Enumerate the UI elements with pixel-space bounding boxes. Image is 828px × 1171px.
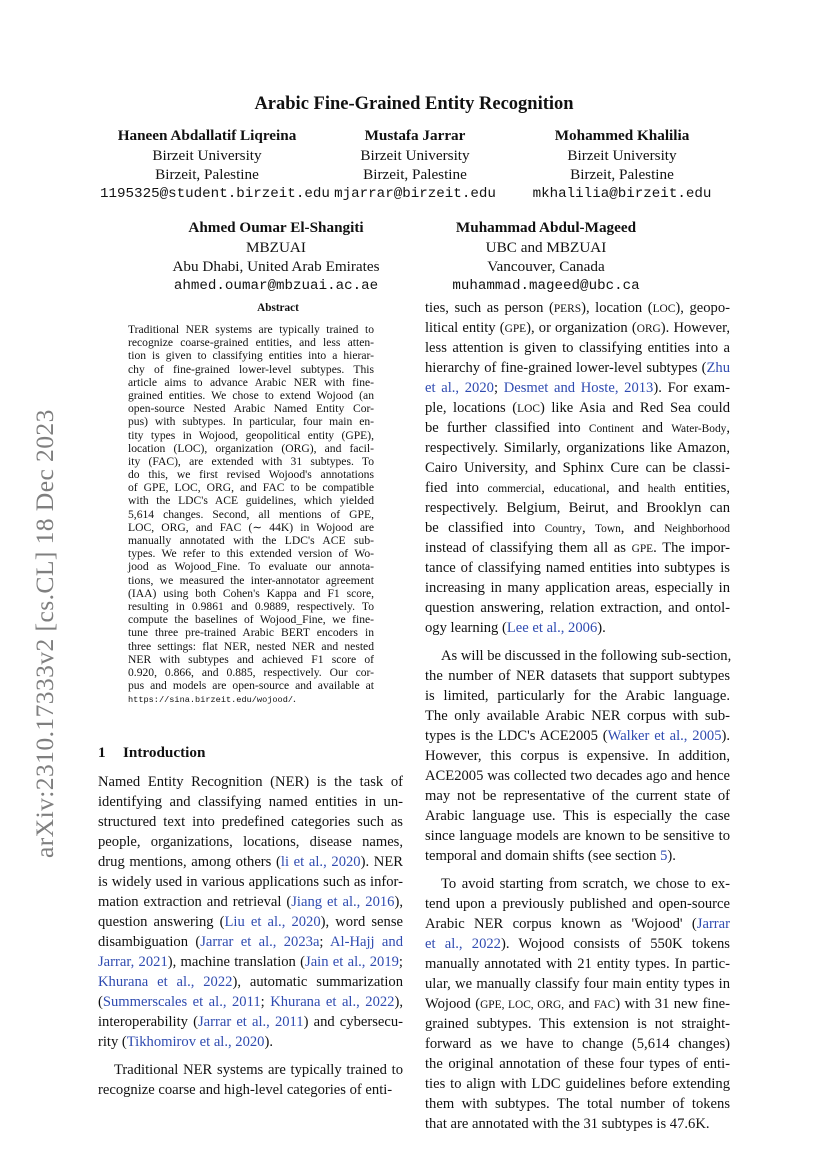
- body-line: Cairo University, and Sphinx Cure can be classi-: [425, 460, 730, 476]
- abstract-line: 5,614 changes. Second, all mentions of GPE,: [128, 507, 374, 521]
- abstract-url-line: https://sina.birzeit.edu/wojood/.: [128, 692, 296, 706]
- citation-link[interactable]: et al., 2020: [425, 380, 494, 396]
- author-location: Birzeit, Palestine: [570, 166, 674, 184]
- abstract-line: article aims to advance Arabic NER with fine-: [128, 375, 374, 389]
- citation-link[interactable]: Khurana et al., 2022: [270, 994, 395, 1010]
- abstract-line: 0.920, 0.866, and 0.885, respectively. Our cor-: [128, 665, 374, 679]
- body-line: ties, such as person (PERS), location (LOC), geopo-: [425, 300, 730, 316]
- intro-right-column: [425, 298, 730, 1134]
- body-line: be classified into Country, Town, and Neighborhood: [425, 520, 730, 536]
- body-line: However, this corpus is expensive. In addition,: [425, 748, 730, 764]
- body-line: ular, we manually classify four main entity types in: [425, 976, 730, 992]
- body-line: interoperability (Jarrar et al., 2011) and cybersecu-: [98, 1014, 403, 1030]
- body-line: structured text into predefined categories such as: [98, 814, 403, 830]
- abstract-line: grained entities. We chose to extend Wojood (an: [128, 388, 374, 402]
- body-line: As will be discussed in the following sub-section,: [441, 648, 732, 664]
- body-line: since language models are known to be sensitive to: [425, 828, 730, 844]
- body-line: types is the LDC's ACE2005 (Walker et al., 2005).: [425, 728, 731, 744]
- abstract-line: (IAA) using both Cohen's Kappa and F1 score,: [128, 586, 374, 600]
- author-email[interactable]: mkhalilia@birzeit.edu: [532, 185, 712, 202]
- citation-link[interactable]: Khurana et al., 2022: [98, 974, 233, 990]
- intro-left-column: [98, 772, 403, 1100]
- small-caps-term: Town: [594, 523, 621, 535]
- body-line: hierarchy of fine-grained lower-level subtypes (Zhu: [425, 360, 730, 376]
- citation-link[interactable]: Jarrar et al., 2023a: [200, 934, 320, 950]
- body-line: grained subtypes. This extension is not straight-: [425, 1016, 730, 1032]
- body-line: respectively. Belgium, Beirut, and Brooklyn can: [425, 500, 730, 516]
- section-number: 1: [98, 744, 106, 761]
- small-caps-term: GPE: [504, 323, 527, 335]
- body-line: disambiguation (Jarrar et al., 2023a; Al-Hajj and: [98, 934, 403, 950]
- abstract-line: open-source Nested Arabic Named Entity Cor-: [128, 402, 374, 416]
- body-line: (Summerscales et al., 2011; Khurana et al., 2022),: [98, 994, 403, 1010]
- abstract-heading: Abstract: [257, 302, 299, 314]
- small-caps-term: educational: [553, 483, 606, 495]
- small-caps-term: Water-Body: [671, 423, 727, 435]
- paper-title: Arabic Fine-Grained Entity Recognition: [254, 94, 574, 114]
- body-line: ACE2005 was collected two decades ago and hence: [425, 768, 730, 784]
- small-caps-term: FAC: [593, 999, 616, 1011]
- citation-link[interactable]: li et al., 2020: [280, 854, 361, 870]
- citation-link[interactable]: 5: [660, 848, 668, 864]
- abstract-line: recognize coarse-grained entities, and less atten-: [128, 336, 374, 350]
- citation-link[interactable]: Lee et al., 2006: [506, 620, 598, 636]
- body-line: identifying and classifying named entities in un-: [98, 794, 403, 810]
- abstract-line: Traditional NER systems are typically trained to: [128, 323, 374, 336]
- abstract-line: location (LOC), organization (ORG), and facil-: [128, 441, 374, 455]
- paragraph-gap: [425, 866, 730, 874]
- abstract-line: pus and models are open-source and available at: [128, 679, 374, 693]
- author-name: Mohammed Khalilia: [554, 127, 690, 144]
- citation-link[interactable]: Desmet and Hoste, 2013: [503, 380, 654, 396]
- abstract-body: [128, 323, 374, 705]
- citation-link[interactable]: et al., 2022: [425, 936, 501, 952]
- body-line: Traditional NER systems are typically trained to: [114, 1062, 403, 1078]
- author-location: Birzeit, Palestine: [363, 166, 467, 184]
- abstract-line: types. We refer to this extended version of Wo-: [128, 547, 374, 561]
- citation-link[interactable]: Walker et al., 2005: [607, 728, 722, 744]
- body-line: Named Entity Recognition (NER) is the task of: [98, 774, 403, 790]
- section-title: Introduction: [123, 744, 206, 761]
- author-block: [100, 126, 330, 204]
- abstract-line: LOC, ORG, and FAC (∼ 44K) in Wojood are: [128, 520, 374, 534]
- citation-link[interactable]: Zhu: [706, 360, 730, 376]
- citation-link[interactable]: Jarrar et al., 2011: [197, 1014, 304, 1030]
- abstract-line: tion is given to classifying entities into a hierar-: [128, 349, 374, 363]
- abstract-line: chy of fine-grained lower-level subtypes. This: [128, 362, 374, 376]
- author-email[interactable]: mjarrar@birzeit.edu: [334, 185, 496, 202]
- section-heading: [98, 744, 205, 762]
- author-block: [446, 218, 646, 296]
- body-line: litical entity (GPE), or organization (ORG). However,: [425, 320, 730, 336]
- body-line: may not be representative of the current state of: [425, 788, 730, 804]
- abstract-line: do this, we first revised Wojood's annotations: [128, 468, 374, 482]
- citation-link[interactable]: Al-Hajj and: [330, 934, 403, 950]
- citation-link[interactable]: Liu et al., 2020: [224, 914, 321, 930]
- body-line: increasing in many application areas, especially in: [425, 580, 730, 596]
- body-line: forward as we have to change (5,614 changes): [425, 1036, 730, 1052]
- body-line: the original annotation of these four types of enti-: [425, 1056, 730, 1072]
- abstract-line: ity (FAC), are extended with 31 subtypes. To: [128, 454, 374, 468]
- body-line: less attention is given to classifying entities into a: [425, 340, 730, 356]
- paragraph-gap: [425, 638, 730, 646]
- citation-link[interactable]: Summerscales et al., 2011: [102, 994, 261, 1010]
- body-line: drug mentions, among others (li et al., 2020). NER: [98, 854, 403, 870]
- body-line: Arabic NER corpus known as 'Wojood' (Jarrar: [425, 916, 730, 932]
- small-caps-term: GPE, LOC, ORG,: [480, 999, 565, 1011]
- body-line: people, organizations, locations, disease names,: [98, 834, 403, 850]
- body-line: them with subtypes. The total number of tokens: [425, 1096, 730, 1112]
- author-affiliation: UBC and MBZUAI: [485, 238, 607, 256]
- abstract-line: compute the baselines of Wojood_Fine, we fine-: [128, 613, 374, 627]
- body-line: is limited, particularly for the Arabic language.: [425, 688, 730, 704]
- citation-link[interactable]: Jarrar: [696, 916, 730, 932]
- small-caps-term: commercial: [487, 483, 542, 495]
- body-line: The only available Arabic NER corpus with sub-: [425, 708, 730, 724]
- author-location: Abu Dhabi, United Arab Emirates: [172, 258, 380, 276]
- body-line: ogy learning (Lee et al., 2006).: [425, 620, 606, 636]
- body-line: is widely used in various applications such as infor-: [98, 874, 403, 890]
- author-affiliation: Birzeit University: [152, 146, 262, 164]
- paragraph-gap: [98, 1052, 403, 1060]
- abstract-line: NER with subtypes and achieved F1 score of: [128, 652, 374, 666]
- author-name: Ahmed Oumar El-Shangiti: [188, 219, 364, 236]
- author-location: Birzeit, Palestine: [155, 166, 259, 184]
- author-block: [160, 218, 392, 296]
- abstract-line: tions, we measured the inter-annotator agreement: [128, 573, 374, 587]
- body-line: temporal and domain shifts (see section 5).: [425, 848, 676, 864]
- body-line: Wojood (GPE, LOC, ORG, and FAC) with 31 new fine-: [425, 996, 730, 1012]
- author-name: Mustafa Jarrar: [364, 127, 466, 144]
- small-caps-term: health: [647, 483, 676, 495]
- citation-link[interactable]: Jain et al., 2019: [305, 954, 399, 970]
- small-caps-term: Continent: [588, 423, 634, 435]
- body-line: be further classified into Continent and Water-Body,: [425, 420, 731, 436]
- small-caps-term: PERS: [553, 303, 582, 315]
- body-line: fied into commercial, educational, and health entities,: [425, 480, 730, 496]
- citation-link[interactable]: Jiang et al., 2016: [291, 894, 395, 910]
- author-block: [530, 126, 714, 204]
- body-line: ties to align with LDC guidelines before extending: [425, 1076, 730, 1092]
- abstract-line: tity types in Wojood, geopolitical entity (GPE),: [128, 428, 374, 442]
- author-affiliation: Birzeit University: [360, 146, 470, 164]
- author-affiliation: MBZUAI: [246, 238, 306, 256]
- author-block: [330, 126, 500, 204]
- body-line: question answering (Liu et al., 2020), word sense: [98, 914, 403, 930]
- small-caps-term: Country: [544, 523, 582, 535]
- author-location: Vancouver, Canada: [487, 258, 605, 276]
- citation-link[interactable]: Tikhomirov et al., 2020: [126, 1034, 265, 1050]
- abstract-line: manually annotated with the LDC's ACE sub-: [128, 534, 374, 547]
- author-affiliation: Birzeit University: [567, 146, 677, 164]
- body-line: that are annotated with the 31 subtypes is 47.6K.: [425, 1116, 710, 1132]
- body-line: the number of NER datasets that support subtypes: [425, 668, 730, 684]
- small-caps-term: LOC: [517, 403, 540, 415]
- body-line: Khurana et al., 2022), automatic summarization: [98, 974, 403, 990]
- body-line: respectively. Similarly, organizations like Amazon,: [425, 440, 730, 456]
- small-caps-term: ORG: [636, 323, 661, 335]
- body-line: Jarrar, 2021), machine translation (Jain et al., 2019;: [98, 954, 403, 970]
- author-email[interactable]: ahmed.oumar@mbzuai.ac.ae: [173, 277, 379, 294]
- body-line: recognize coarse and high-level categories of enti-: [98, 1082, 393, 1098]
- citation-link[interactable]: Jarrar, 2021: [98, 954, 168, 970]
- abstract-line: tune three pre-trained Arabic BERT encoders in: [128, 626, 374, 640]
- abstract-line: jood as Wojood_Fine. To evaluate our annota-: [128, 560, 374, 574]
- body-line: question answering, relation extraction, and ontol-: [425, 600, 730, 616]
- body-line: tend upon a previously published and open-source: [425, 896, 730, 912]
- abstract-line: resulting in 0.9861 and 0.9889, respectively. To: [128, 599, 374, 613]
- small-caps-term: GPE: [631, 543, 654, 555]
- arxiv-stamp-text: arXiv:2310.17333v2 [cs.CL] 18 Dec 2023: [30, 409, 59, 858]
- small-caps-term: LOC: [652, 303, 676, 315]
- abstract-line: three settings: flat NER, nested NER and nested: [128, 639, 374, 653]
- abstract-line: pus) with subtypes. In particular, four main en-: [128, 415, 374, 429]
- body-line: Arabic language use. This is especially the case: [425, 808, 730, 824]
- author-name: Haneen Abdallatif Liqreina: [117, 127, 297, 144]
- body-line: et al., 2022). Wojood consists of 550K tokens: [425, 936, 730, 952]
- body-line: et al., 2020; Desmet and Hoste, 2013). For exam-: [425, 380, 731, 396]
- body-line: manually annotated with 21 entity types. In partic-: [425, 956, 730, 972]
- abstract-url-link[interactable]: https://sina.birzeit.edu/wojood/: [128, 695, 294, 706]
- abstract-line: of GPE, LOC, ORG, and FAC to be compatible: [128, 481, 374, 495]
- author-name: Muhammad Abdul-Mageed: [455, 219, 637, 236]
- author-email[interactable]: 1195325@student.birzeit.edu: [100, 185, 330, 202]
- body-line: To avoid starting from scratch, we chose to ex-: [441, 876, 730, 892]
- body-line: mation extraction and retrieval (Jiang et al., 2016),: [98, 894, 403, 910]
- small-caps-term: Neighborhood: [664, 523, 730, 535]
- body-line: tance of classifying named entities into subtypes is: [425, 560, 730, 576]
- body-line: ple, locations (LOC) like Asia and Red Sea could: [425, 400, 731, 416]
- abstract-line: with the LDC's ACE guidelines, which yielded: [128, 494, 374, 508]
- body-line: rity (Tikhomirov et al., 2020).: [98, 1034, 273, 1050]
- author-email[interactable]: muhammad.mageed@ubc.ca: [452, 277, 640, 294]
- body-line: instead of classifying them all as GPE. The impor-: [425, 540, 730, 556]
